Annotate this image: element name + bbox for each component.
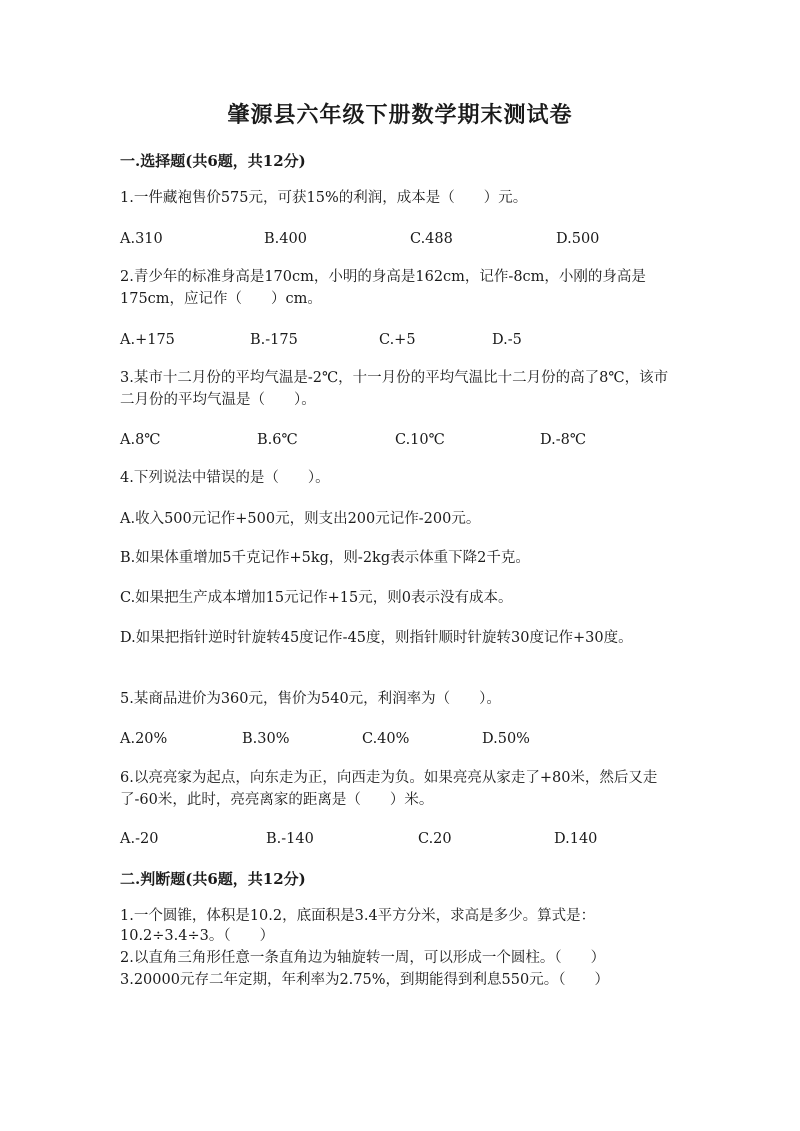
page-title: 肇源县六年级下册数学期末测试卷 [227, 102, 573, 128]
question-3-option-c: C.10℃ [395, 432, 445, 448]
question-6-option-a: A.-20 [120, 831, 159, 847]
question-2-option-a: A.+175 [120, 332, 175, 348]
tf-question-1: 1.一个圆锥，体积是10.2，底面积是3.4平方分米，求高是多少。算式是：10.2÷3.4÷3。（ ） [120, 908, 596, 944]
section-heading-true-false: 二.判断题(共6题，共12分) [120, 870, 306, 888]
question-2-option-b: B.-175 [250, 332, 298, 348]
question-3-option-d: D.-8℃ [540, 432, 587, 448]
question-5-option-a: A.20% [120, 731, 168, 747]
question-3-stem: 3.某市十二月份的平均气温是-2℃，十一月份的平均气温比十二月份的高了8℃，该市二月份的平均气温是（ ）。 [120, 370, 669, 408]
question-4-option-c: C.如果把生产成本增加15元记作+15元，则0表示没有成本。 [120, 590, 513, 606]
question-3-option-b: B.6℃ [257, 432, 298, 448]
question-4-option-a: A.收入500元记作+500元，则支出200元记作-200元。 [120, 511, 481, 527]
tf-question-3: 3.20000元存二年定期，年利率为2.75%，到期能得到利息550元。（ ） [120, 972, 609, 988]
question-6-option-b: B.-140 [266, 831, 314, 847]
question-2-stem: 2.青少年的标准身高是170cm，小明的身高是162cm，记作-8cm，小刚的身高是175cm，应记作（ ）cm。 [120, 269, 646, 307]
question-1-option-d: D.500 [556, 231, 600, 247]
question-1-option-a: A.310 [120, 231, 163, 247]
question-5-option-d: D.50% [482, 731, 530, 747]
question-1-stem: 1.一件藏袍售价575元，可获15%的利润，成本是（ ）元。 [120, 190, 528, 206]
question-5-option-c: C.40% [362, 731, 410, 747]
question-5-option-b: B.30% [242, 731, 290, 747]
question-6-option-d: D.140 [554, 831, 598, 847]
question-4-stem: 4.下列说法中错误的是（ ）。 [120, 470, 330, 486]
question-4-option-d: D.如果把指针逆时针旋转45度记作-45度，则指针顺时针旋转30度记作+30度。 [120, 630, 633, 646]
section-heading-multiple-choice: 一.选择题(共6题，共12分) [120, 152, 306, 170]
question-2-option-c: C.+5 [379, 332, 416, 348]
question-3-option-a: A.8℃ [120, 432, 161, 448]
question-6-option-c: C.20 [418, 831, 452, 847]
question-2-option-d: D.-5 [492, 332, 522, 348]
question-4-option-b: B.如果体重增加5千克记作+5kg，则-2kg表示体重下降2千克。 [120, 550, 530, 566]
question-6-stem: 6.以亮亮家为起点，向东走为正，向西走为负。如果亮亮从家走了+80米，然后又走了-60米，此时，亮亮离家的距离是（ ）米。 [120, 770, 658, 808]
question-5-stem: 5.某商品进价为360元，售价为540元，利润率为（ ）。 [120, 691, 501, 707]
question-1-option-b: B.400 [264, 231, 307, 247]
tf-question-2: 2.以直角三角形任意一条直角边为轴旋转一周，可以形成一个圆柱。（ ） [120, 950, 606, 966]
question-1-option-c: C.488 [410, 231, 453, 247]
